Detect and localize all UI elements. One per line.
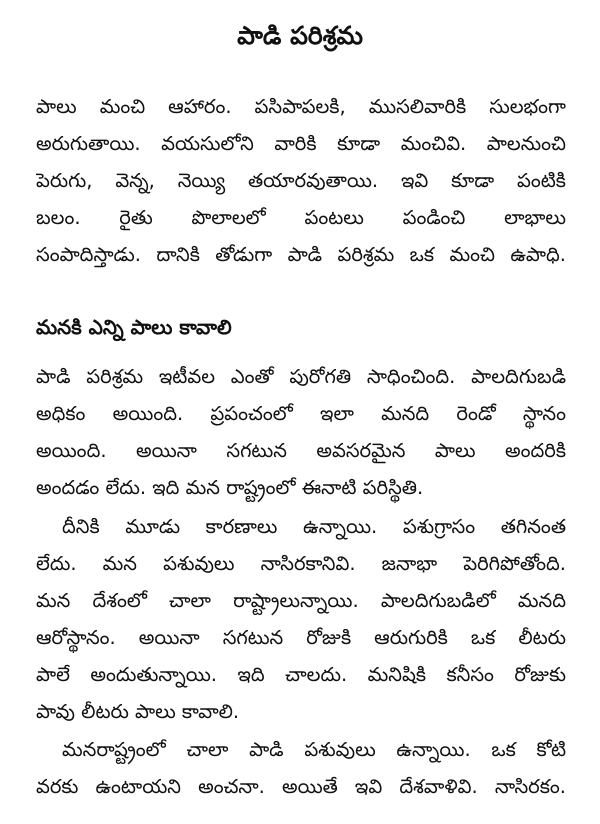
paragraph-4-line-1: మనరాష్ట్రంలో చాలా పాడి పశువులు ఉన్నాయి. ఒక కోటి: [62, 738, 566, 761]
paragraph-1-line-1: పాలు మంచి ఆహారం. పసిపాపలకి, ముసలివారికి సులభంగా: [36, 95, 566, 118]
paragraph-1-line-3: పెరుగు, వెన్న, నెయ్యి తయారవుతాయి. ఇవి కూడా పంటికి: [36, 169, 566, 192]
paragraph-1-line-5: సంపాదిస్తాడు. దానికి తోడుగా పాడి పరిశ్రమ ఒక మంచి ఉపాధి.: [36, 243, 566, 266]
paragraph-3-line-6: పావు లీటరు పాలు కావాలి.: [36, 700, 240, 723]
paragraph-2-line-2: అధికం అయింది. ప్రపంచంలో ఇలా మనది రెండో స్థానం: [36, 402, 566, 425]
paragraph-2-line-1: పాడి పరిశ్రమ ఇటీవల ఎంతో పురోగతి సాధించింది. పాలదిగుబడి: [36, 365, 566, 388]
page-title: పాడి పరిశ్రమ: [237, 21, 363, 50]
paragraph-3-line-3: మన దేశంలో చాలా రాష్ట్రాలున్నాయి. పాలదిగుబడిలో మనది: [36, 589, 566, 612]
paragraph-3-line-2: లేదు. మన పశువులు నాసిరకానివి. జనాభా పెరిగిపోతోంది.: [36, 552, 566, 575]
paragraph-2-line-3: అయింది. అయినా సగటున అవసరమైన పాలు అందరికి: [36, 439, 566, 462]
paragraph-1-line-2: అరుగుతాయి. వయసులోని వారికి కూడా మంచివి. పాలనుంచి: [36, 132, 566, 155]
section-heading: మనకి ఎన్ని పాలు కావాలి: [36, 315, 232, 339]
paragraph-3-line-1: దీనికి మూడు కారణాలు ఉన్నాయి. పశుగ్రాసం తగినంత: [62, 515, 566, 538]
paragraph-1-line-4: బలం. రైతు పొలాలలో పంటలు పండించి లాభాలు: [36, 206, 566, 229]
paragraph-2-line-4: అందడం లేదు. ఇది మన రాష్ట్రంలో ఈనాటి పరిస్థితి.: [36, 476, 424, 499]
paragraph-3-line-5: పాలే అందుతున్నాయి. ఇది చాలదు. మనిషికి కనీసం రోజుకు: [36, 663, 566, 686]
paragraph-4-line-2: వరకు ఉంటాయని అంచనా. అయితే ఇవి దేశవాళివి. నాసిరకం.: [36, 775, 566, 798]
paragraph-3-line-4: ఆరోస్థానం. అయినా సగటున రోజుకి ఆరుగురికి ఒక లీటరు: [36, 626, 566, 649]
